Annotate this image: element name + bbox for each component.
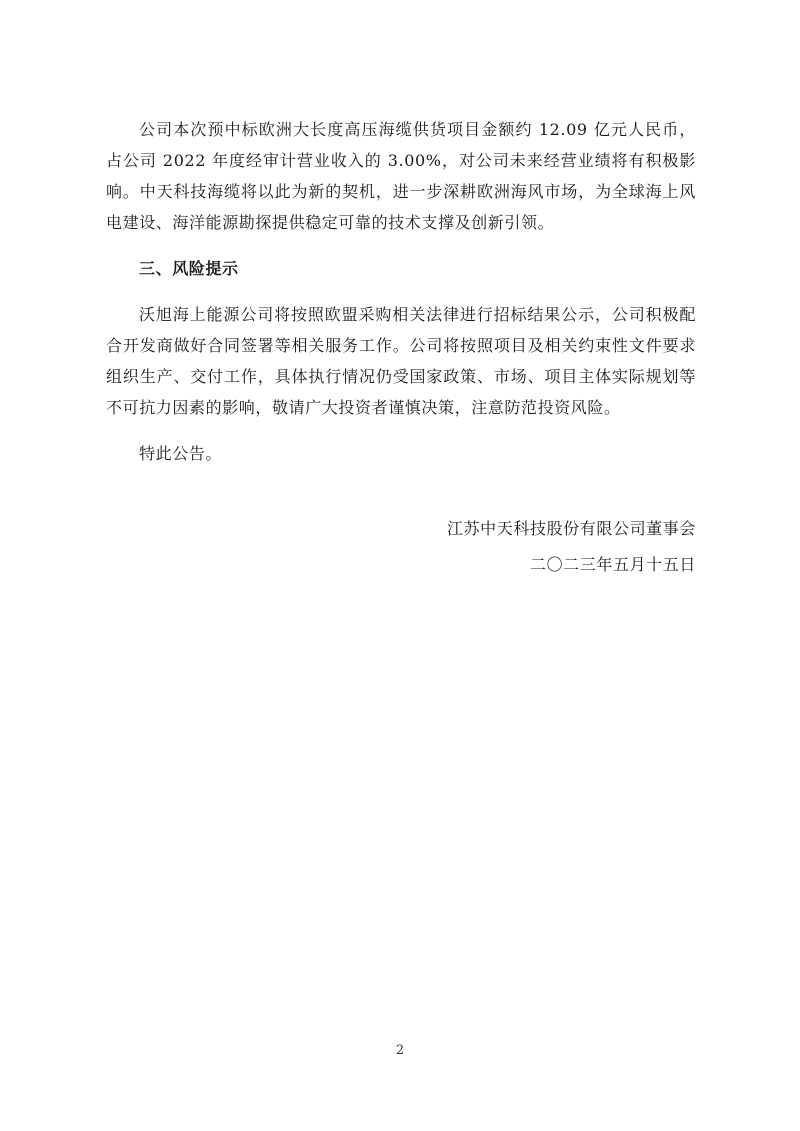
risk-paragraph: 沃旭海上能源公司将按照欧盟采购相关法律进行招标结果公示，公司积极配合开发商做好合同签署等相关服务工作。公司将按照项目及相关约束性文件要求组织生产、交付工作，具体执行情况仍受国家政策、市场、项目主体实际规划等不可抗力因素的影响，敬请广大投资者谨慎决策，注意防范投资风险。 (106, 305, 696, 417)
closing-statement: 特此公告。 (139, 444, 223, 463)
signature-date: 二〇二三年五月十五日 (529, 555, 696, 574)
page-number: 2 (395, 1043, 405, 1058)
document-body (106, 114, 696, 469)
section-heading-risk: 三、风险提示 (139, 259, 239, 278)
signature-company: 江苏中天科技股份有限公司董事会 (446, 519, 696, 538)
impact-paragraph: 公司本次预中标欧洲大长度高压海缆供货项目金额约 12.09 亿元人民币，占公司 2022 年度经审计营业收入的 3.00%，对公司未来经营业绩将有积极影响。中天科技海缆将以此为新的契机，进一步深耕欧洲海风市场，为全球海上风电建设、海洋能源勘探提供稳定可靠的技术支撑及创新引领。 (106, 120, 696, 232)
